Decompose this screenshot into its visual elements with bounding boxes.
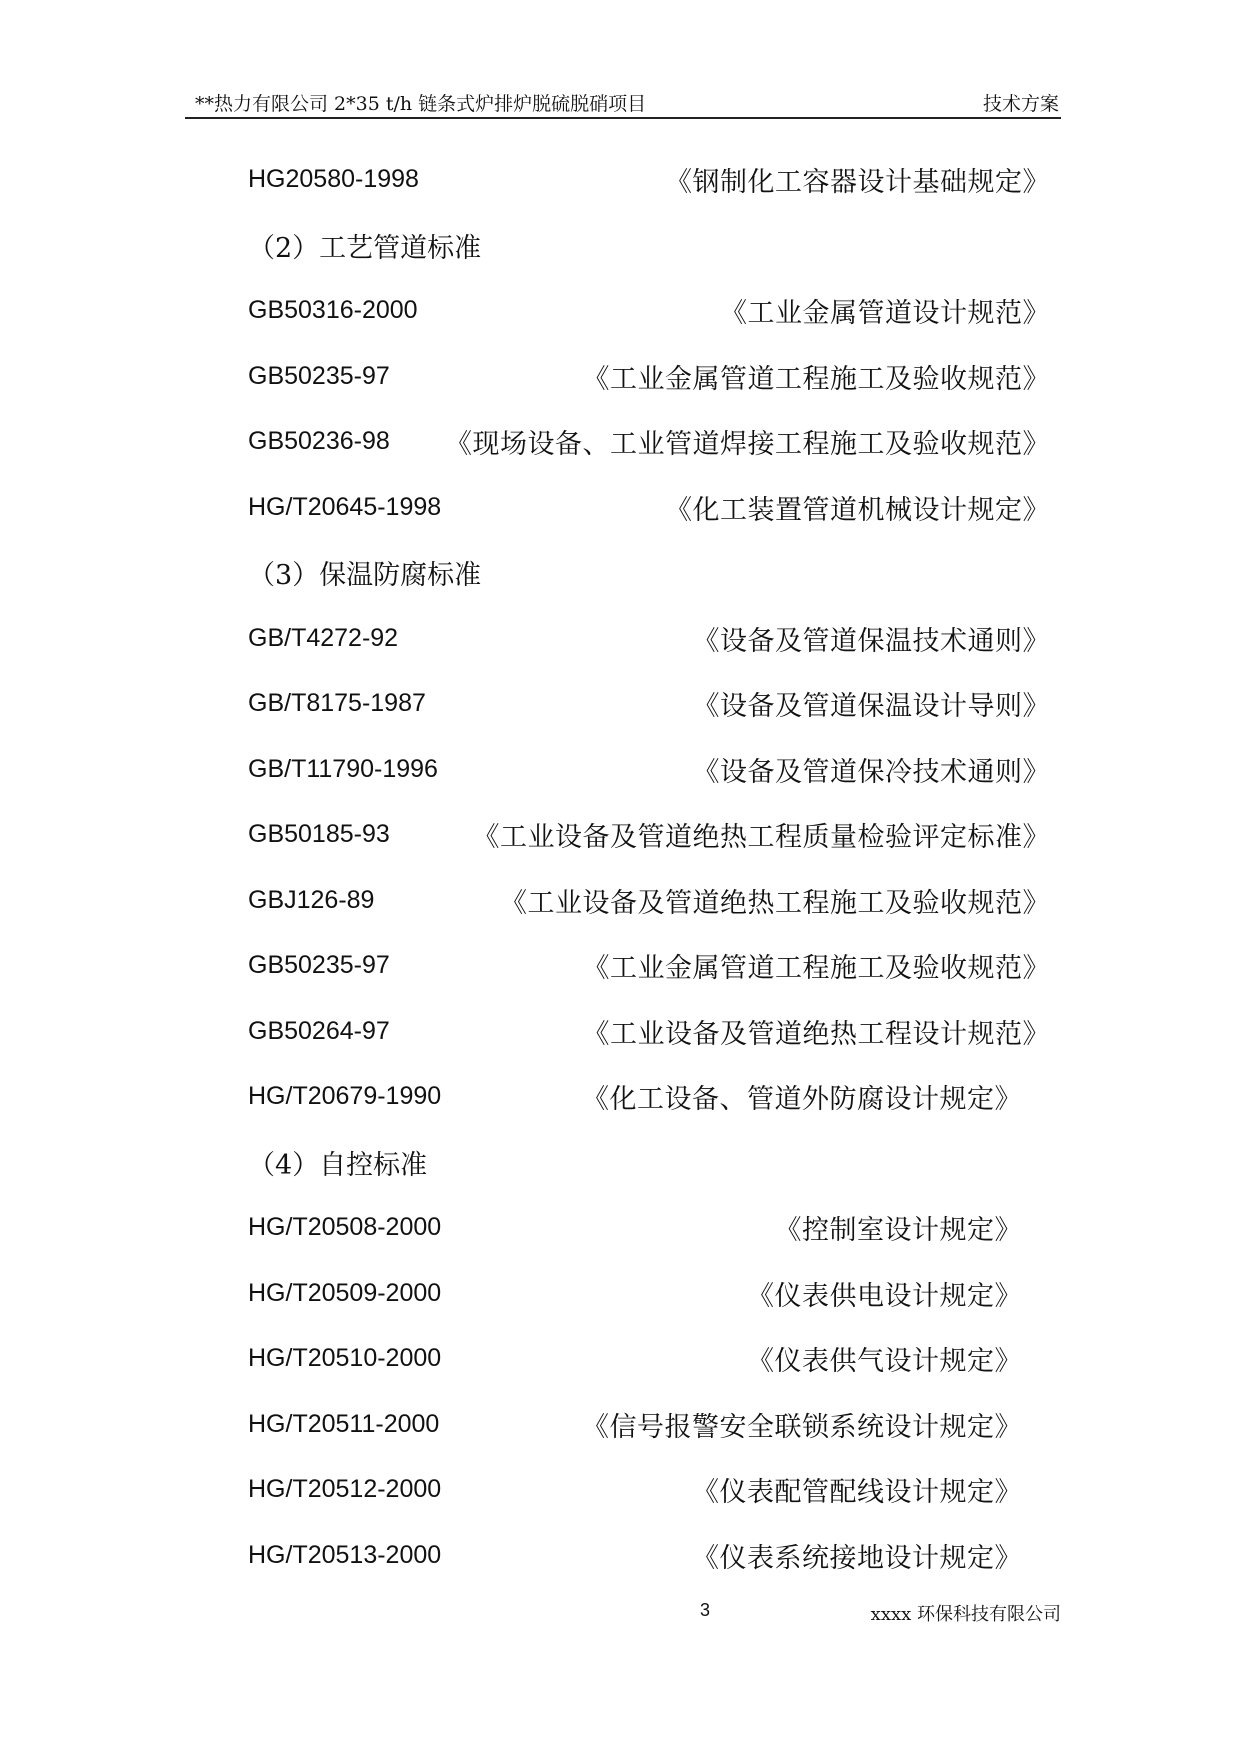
standard-code: HG/T20513-2000 [248, 1540, 442, 1569]
standard-code: GBJ126-89 [248, 885, 375, 914]
standard-code: HG/T20508-2000 [248, 1213, 442, 1241]
standard-item [248, 1339, 1050, 1405]
standard-item [248, 1208, 1050, 1274]
standard-code: HG/T20510-2000 [248, 1344, 442, 1372]
standard-item [248, 160, 1050, 226]
section-heading [248, 1143, 1050, 1209]
standard-item [248, 357, 1050, 423]
standard-item [248, 488, 1050, 554]
standard-code: HG/T20512-2000 [248, 1475, 442, 1503]
standard-item [248, 750, 1050, 816]
page-header [185, 85, 1061, 119]
standard-title: 《仪表供气设计规定》 [747, 1346, 1022, 1377]
standard-title: 《仪表配管配线设计规定》 [692, 1477, 1022, 1508]
standard-title: 《工业设备及管道绝热工程设计规范》 [582, 1018, 1050, 1050]
standard-title: 《信号报警安全联锁系统设计规定》 [582, 1411, 1022, 1443]
section-heading [248, 553, 1050, 619]
standard-item [248, 881, 1050, 947]
standard-code: GB50185-93 [248, 820, 390, 848]
standards-list [248, 160, 1050, 1601]
standard-code: HG/T20511-2000 [248, 1409, 440, 1438]
page-number: 3 [700, 1600, 711, 1620]
standard-title: 《工业金属管道工程施工及验收规范》 [582, 363, 1050, 395]
standard-title: 《仪表供电设计规定》 [747, 1280, 1022, 1312]
standard-title: 《仪表系统接地设计规定》 [692, 1542, 1022, 1574]
standard-title: 《控制室设计规定》 [774, 1215, 1022, 1246]
footer-company: xxxx 环保科技有限公司 [870, 1604, 1061, 1625]
standard-item [248, 619, 1050, 685]
standard-title: 《设备及管道保冷技术通则》 [692, 756, 1050, 788]
standard-title: 《设备及管道保温技术通则》 [692, 625, 1050, 657]
standard-item [248, 815, 1050, 881]
standard-item [248, 1405, 1050, 1471]
section-heading [248, 226, 1050, 292]
standard-code: GB50316-2000 [248, 296, 418, 324]
standard-item [248, 1470, 1050, 1536]
standard-item [248, 684, 1050, 750]
standard-item [248, 1536, 1050, 1602]
standard-title: 《工业金属管道工程施工及验收规范》 [582, 953, 1050, 984]
standard-code: GB50235-97 [248, 361, 390, 390]
standard-item [248, 1077, 1050, 1143]
standard-title: 《设备及管道保温设计导则》 [692, 691, 1050, 722]
standard-item [248, 291, 1050, 357]
standard-code: GB50236-98 [248, 427, 390, 455]
standard-code: GB/T11790-1996 [248, 754, 438, 783]
standard-item [248, 946, 1050, 1012]
standard-title: 《钢制化工容器设计基础规定》 [665, 167, 1050, 198]
header-project-title: **热力有限公司 2*35 t/h 链条式炉排炉脱硫脱硝项目 [195, 93, 647, 115]
standard-code: HG/T20679-1990 [248, 1082, 442, 1110]
standard-item [248, 1012, 1050, 1078]
standard-item [248, 422, 1050, 488]
standard-title: 《工业金属管道设计规范》 [720, 298, 1050, 329]
standard-item [248, 1274, 1050, 1340]
standard-code: HG20580-1998 [248, 165, 419, 193]
standard-title: 《现场设备、工业管道焊接工程施工及验收规范》 [445, 429, 1050, 460]
section-heading-text: （4）自控标准 [248, 1149, 428, 1181]
standard-title: 《工业设备及管道绝热工程施工及验收规范》 [500, 887, 1050, 919]
standard-code: GB50264-97 [248, 1016, 390, 1045]
header-doc-type: 技术方案 [982, 93, 1059, 115]
standard-code: HG/T20645-1998 [248, 492, 442, 521]
standard-title: 《化工装置管道机械设计规定》 [665, 494, 1050, 526]
standard-title: 《化工设备、管道外防腐设计规定》 [582, 1084, 1022, 1115]
standard-code: HG/T20509-2000 [248, 1278, 442, 1307]
standard-code: GB/T4272-92 [248, 623, 399, 652]
section-heading-text: （2）工艺管道标准 [248, 232, 482, 264]
section-heading-text: （3）保温防腐标准 [248, 560, 482, 591]
standard-code: GB50235-97 [248, 951, 390, 979]
standard-code: GB/T8175-1987 [248, 689, 426, 717]
standard-title: 《工业设备及管道绝热工程质量检验评定标准》 [472, 822, 1050, 853]
